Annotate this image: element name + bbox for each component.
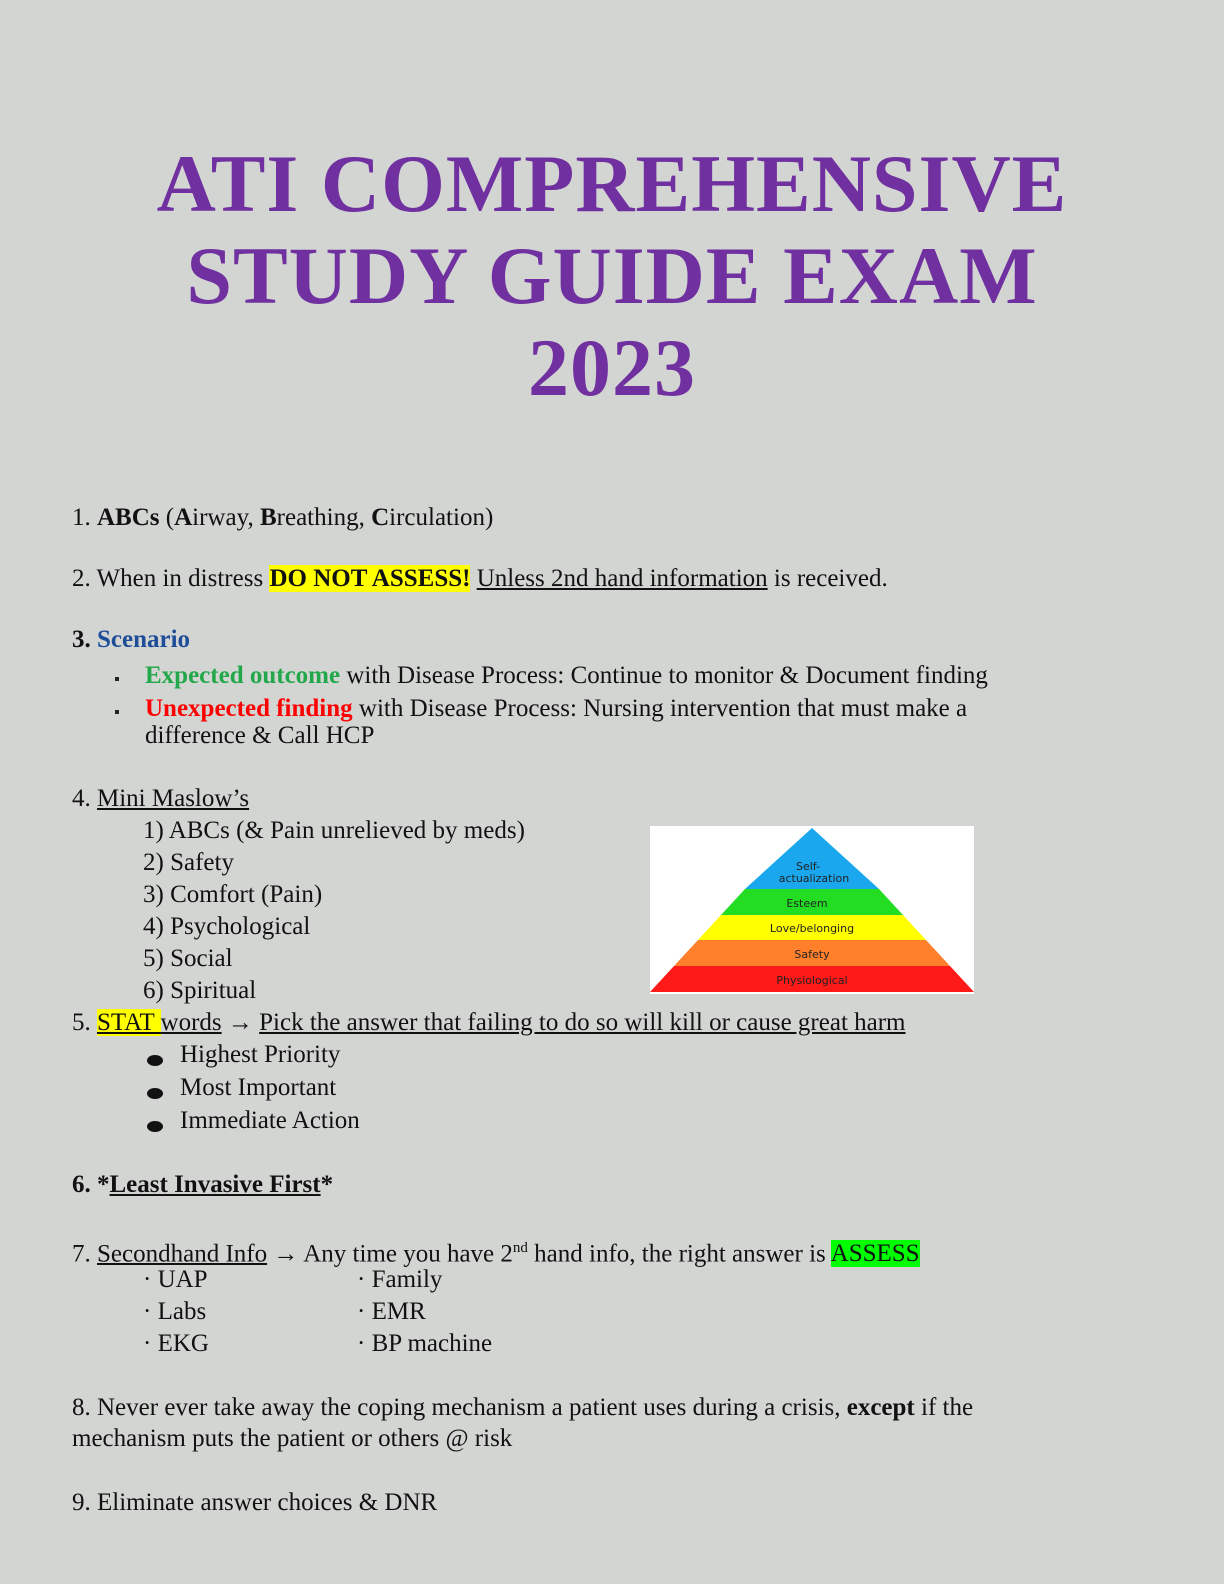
item-1 — [72, 503, 493, 533]
item-2-pre: 2. When in distress — [72, 565, 270, 592]
item-1-irway: irway, — [192, 504, 260, 531]
item-3-bullet-2-continued: difference & Call HCP — [145, 722, 375, 749]
item-2-highlight: DO NOT ASSESS! — [269, 565, 471, 592]
pyramid-label-physiological: Physiological — [776, 974, 848, 987]
item-5 — [72, 1008, 906, 1038]
stat-bullet: Immediate Action — [180, 1107, 360, 1134]
pyramid-label-self: Self- — [795, 860, 821, 873]
item-8-post: if the — [914, 1394, 974, 1421]
item-2 — [72, 564, 888, 594]
secondhand-source: · EKG — [143, 1330, 209, 1357]
item-3-number: 3. — [72, 626, 91, 653]
unexpected-finding-label: Unexpected finding — [145, 695, 353, 722]
expected-outcome-label: Expected outcome — [145, 662, 341, 689]
secondhand-source: · UAP — [143, 1266, 208, 1293]
maslow-list-item: 4) Psychological — [143, 913, 311, 940]
item-7-mid: → Any time you have 2 — [267, 1240, 513, 1268]
assess-highlight: ASSESS — [830, 1240, 920, 1268]
item-1-irculation: irculation) — [389, 504, 494, 531]
item-1-a: A — [174, 504, 193, 531]
maslow-list-item: 2) Safety — [143, 849, 234, 876]
item-6 — [72, 1170, 333, 1200]
item-7-sup: nd — [512, 1240, 528, 1256]
mini-maslow-title: Mini Maslow’s — [97, 785, 250, 812]
bullet-dot-icon — [147, 1121, 163, 1132]
item-7-number: 7. — [72, 1240, 91, 1268]
secondhand-source: · Family — [357, 1266, 443, 1293]
item-1-c: C — [371, 504, 390, 531]
item-2-post: is received. — [767, 565, 888, 592]
item-1-abcs: ABCs — [97, 504, 160, 531]
stat-highlight: STAT — [97, 1009, 161, 1036]
least-invasive-first: Least Invasive First — [109, 1171, 321, 1198]
pyramid-label-safety: Safety — [794, 948, 830, 961]
title-line-3: 2023 — [528, 322, 696, 413]
item-1-open: ( — [165, 504, 175, 531]
item-6-pre: 6. * — [72, 1171, 110, 1198]
bullet-square-icon — [115, 710, 119, 714]
item-5-arrow: → — [221, 1009, 260, 1036]
stat-bullet: Most Important — [180, 1074, 337, 1101]
maslow-list-item: 5) Social — [143, 945, 233, 972]
item-3-title: Scenario — [97, 626, 191, 653]
stat-words: words — [160, 1009, 222, 1036]
secondhand-source: · Labs — [143, 1298, 207, 1325]
title-line-1: ATI COMPREHENSIVE — [156, 138, 1068, 229]
bullet-square-icon — [115, 677, 119, 681]
maslow-list-item: 6) Spiritual — [143, 977, 257, 1004]
item-2-underlined: Unless 2nd hand information — [476, 565, 768, 592]
stat-bullet: Highest Priority — [180, 1041, 341, 1068]
item-9: 9. Eliminate answer choices & DNR — [72, 1489, 438, 1516]
document-title — [0, 138, 1224, 414]
item-3-bullet-2-text: with Disease Process: Nursing intervention that must make a — [352, 695, 968, 722]
maslow-list-item: 3) Comfort (Pain) — [143, 881, 323, 908]
secondhand-source: · EMR — [357, 1298, 426, 1325]
title-line-2: STUDY GUIDE EXAM — [186, 230, 1038, 321]
stat-rule: Pick the answer that failing to do so will kill or cause great harm — [259, 1009, 906, 1036]
item-1-number: 1. — [72, 504, 91, 531]
item-8-except: except — [846, 1394, 915, 1421]
item-7-post: hand info, the right answer is — [527, 1240, 831, 1268]
item-4-heading — [72, 784, 249, 814]
item-3-bullet-1 — [145, 661, 988, 691]
bullet-dot-icon — [147, 1088, 163, 1099]
pyramid-label-love: Love/belonging — [769, 922, 855, 935]
item-8-pre: 8. Never ever take away the coping mechanism a patient uses during a crisis, — [72, 1394, 847, 1421]
pyramid-label-actualization: actualization — [778, 872, 850, 885]
item-3-heading — [72, 625, 190, 655]
item-6-post: * — [320, 1171, 334, 1198]
item-5-number: 5. — [72, 1009, 91, 1036]
bullet-dot-icon — [147, 1055, 163, 1066]
item-4-number: 4. — [72, 785, 91, 812]
item-3-bullet-2 — [145, 694, 967, 724]
secondhand-info-title: Secondhand Info — [97, 1240, 268, 1268]
item-8-line-2: mechanism puts the patient or others @ risk — [72, 1425, 513, 1452]
secondhand-source: · BP machine — [357, 1330, 493, 1357]
maslow-list-item: 1) ABCs (& Pain unrelieved by meds) — [143, 817, 525, 844]
item-1-reathing: reathing, — [276, 504, 372, 531]
item-1-b: B — [259, 504, 277, 531]
pyramid-label-esteem: Esteem — [786, 897, 828, 910]
maslow-pyramid-image — [650, 826, 974, 994]
item-8 — [72, 1393, 973, 1423]
item-3-bullet-1-text: with Disease Process: Continue to monitor & Document finding — [340, 662, 988, 689]
item-7 — [72, 1233, 920, 1269]
